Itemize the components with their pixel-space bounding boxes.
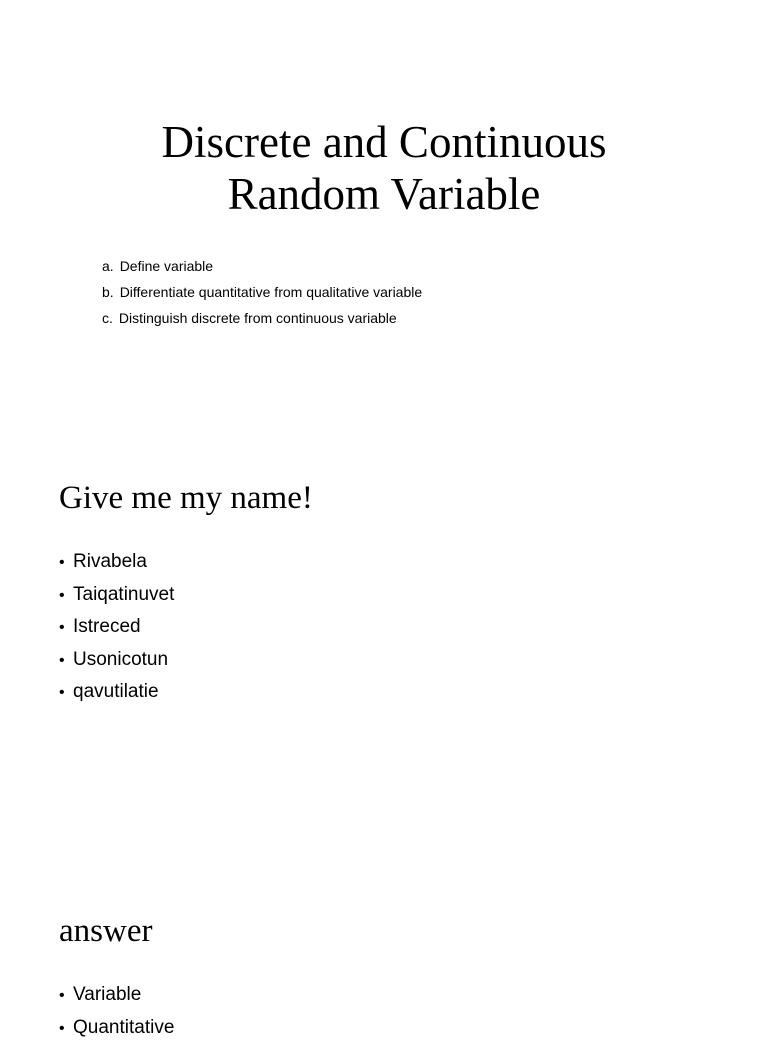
list-item-text: Rivabela (73, 551, 147, 572)
list-item-text: Quantitative (73, 1017, 174, 1038)
objective-marker: a. (102, 256, 114, 276)
bullet-icon: • (59, 616, 73, 640)
list-item-text: qavutilatie (73, 681, 159, 702)
title-line-1: Discrete and Continuous (0, 116, 768, 168)
scrambled-words-list (59, 550, 174, 713)
list-item (59, 680, 174, 713)
bullet-icon: • (59, 984, 73, 1008)
answer-heading: answer (59, 911, 152, 951)
objective-text: Define variable (120, 258, 213, 274)
bullet-icon: • (59, 584, 73, 608)
list-item (59, 583, 174, 616)
bullet-icon: • (59, 1017, 73, 1041)
list-item (59, 983, 174, 1016)
objective-marker: b. (102, 282, 114, 302)
objective-item (102, 282, 422, 308)
list-item (59, 648, 174, 681)
objective-text: Differentiate quantitative from qualitative variable (120, 284, 422, 300)
list-item-text: Istreced (73, 616, 141, 637)
objective-item (102, 256, 422, 282)
objective-item (102, 308, 422, 334)
bullet-icon: • (59, 681, 73, 705)
list-item-text: Taiqatinuvet (73, 584, 174, 605)
list-item (59, 615, 174, 648)
bullet-icon: • (59, 551, 73, 575)
list-item (59, 550, 174, 583)
title-line-2: Random Variable (0, 168, 768, 220)
objectives-list (102, 256, 422, 334)
bullet-icon: • (59, 649, 73, 673)
list-item-text: Variable (73, 984, 141, 1005)
list-item (59, 1016, 174, 1048)
give-name-heading: Give me my name! (59, 478, 313, 518)
list-item-text: Usonicotun (73, 649, 168, 670)
objective-text: Distinguish discrete from continuous variable (119, 310, 397, 326)
answers-list (59, 983, 174, 1048)
objective-marker: c. (102, 308, 113, 328)
slide-title (0, 116, 768, 220)
